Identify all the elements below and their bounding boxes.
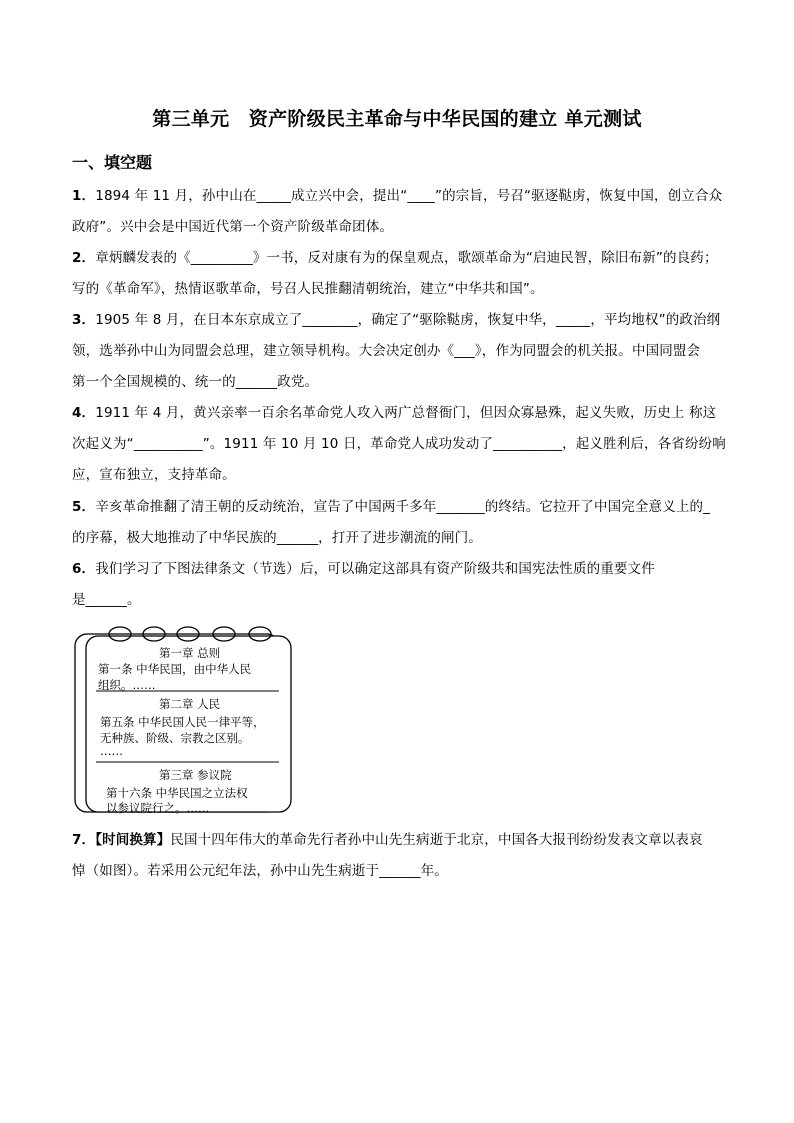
chapter-2-heading: 第二章 人民 [159, 697, 221, 711]
question-4-line-2: 次起义为“__________”。1911 年 10 月 10 日，革命党人成功发动了__________，起义胜利后，各省纷纷响 [72, 436, 726, 452]
question-7 [72, 830, 703, 850]
question-number: 1． [72, 188, 96, 204]
question-text: 1905 年 8 月，在日本东京成立了________，确定了“驱除鞑虏，恢复中华，_____，平均地权”的政治纲 [95, 312, 721, 328]
question-5-line-2: 的序幕，极大地推动了中华民族的______，打开了进步潮流的闸门。 [72, 530, 482, 546]
question-4-line-3: 应，宣布独立，支持革命。 [72, 467, 236, 483]
question-number: 6． [72, 561, 96, 577]
article-5-line-3: …… [100, 744, 123, 758]
question-2-line-2: 写的《革命军》，热情讴歌革命，号召人民推翻清朝统治，建立“中华共和国”。 [72, 281, 544, 297]
article-1-line-1: 第一条 中华民国，由中华人民 [98, 662, 252, 676]
article-5-line-2: 无种族、阶级、宗教之区别。 [100, 731, 250, 745]
section-heading: 一、填空题 [72, 153, 153, 172]
question-1 [72, 186, 722, 206]
chapter-3-heading: 第三章 参议院 [159, 768, 232, 782]
article-16-line-2: 以参议院行之。…… [106, 801, 210, 815]
question-7-line-2: 悼（如图）。若采用公元纪年法，孙中山先生病逝于______年。 [72, 863, 448, 879]
article-1-line-2: 组织。…… [98, 678, 156, 692]
question-text: 辛亥革命推翻了清王朝的反动统治，宣告了中国两千多年_______的终结。它拉开了中国完全意义上的 [95, 499, 704, 515]
question-3-line-3: 第一个全国规模的、统一的______政党。 [72, 374, 319, 390]
article-5-line-1: 第五条 中华民国人民一律平等， [100, 715, 265, 729]
question-number: 7． [72, 832, 96, 848]
page-title: 第三单元 资产阶级民主革命与中华民国的建立 单元测试 [152, 108, 642, 130]
question-3 [72, 310, 720, 330]
question-tag: 【时间换算】 [95, 832, 171, 848]
question-4 [72, 403, 716, 423]
question-3-line-2: 领，选举孙中山为同盟会总理，建立领导机构。大会决定创办《___》，作为同盟会的机关报。中国同盟会 [72, 343, 701, 359]
article-16-line-1: 第十六条 中华民国之立法权 [106, 786, 248, 800]
question-number: 3． [72, 312, 96, 328]
question-text: 我们学习了下图法律条文（节选）后，可以确定这部具有资产阶级共和国宪法性质的重要文件 [95, 561, 655, 577]
question-6 [72, 559, 655, 579]
question-number: 5． [72, 499, 96, 515]
question-number: 2． [72, 250, 96, 266]
chapter-1-heading: 第一章 总则 [159, 646, 221, 660]
question-5 [72, 497, 710, 517]
question-2 [72, 248, 718, 268]
question-6-line-2: 是______。 [72, 592, 141, 608]
answer-blank: _ [703, 499, 711, 515]
question-text: 民国十四年伟大的革命先行者孙中山先生病逝于北京，中国各大报刊纷纷发表文章以表哀 [170, 832, 703, 848]
question-text: 1894 年 11 月，孙中山在_____成立兴中会，提出“____”的宗旨，号召“驱逐鞑虏，恢复中国，创立合众 [95, 188, 723, 204]
question-text: 章炳麟发表的《_________》一书，反对康有为的保皇观点，歌颂革命为“启迪民智，除旧布新”的良药； [95, 250, 718, 266]
law-excerpt-figure [74, 622, 294, 816]
question-1-line-2: 政府”。兴中会是中国近代第一个资产阶级革命团体。 [72, 219, 394, 235]
question-number: 4． [72, 405, 96, 421]
question-text: 1911 年 4 月，黄兴亲率一百余名革命党人攻入两广总督衙门，但因众寡悬殊，起义失败，历史上 称这 [95, 405, 717, 421]
